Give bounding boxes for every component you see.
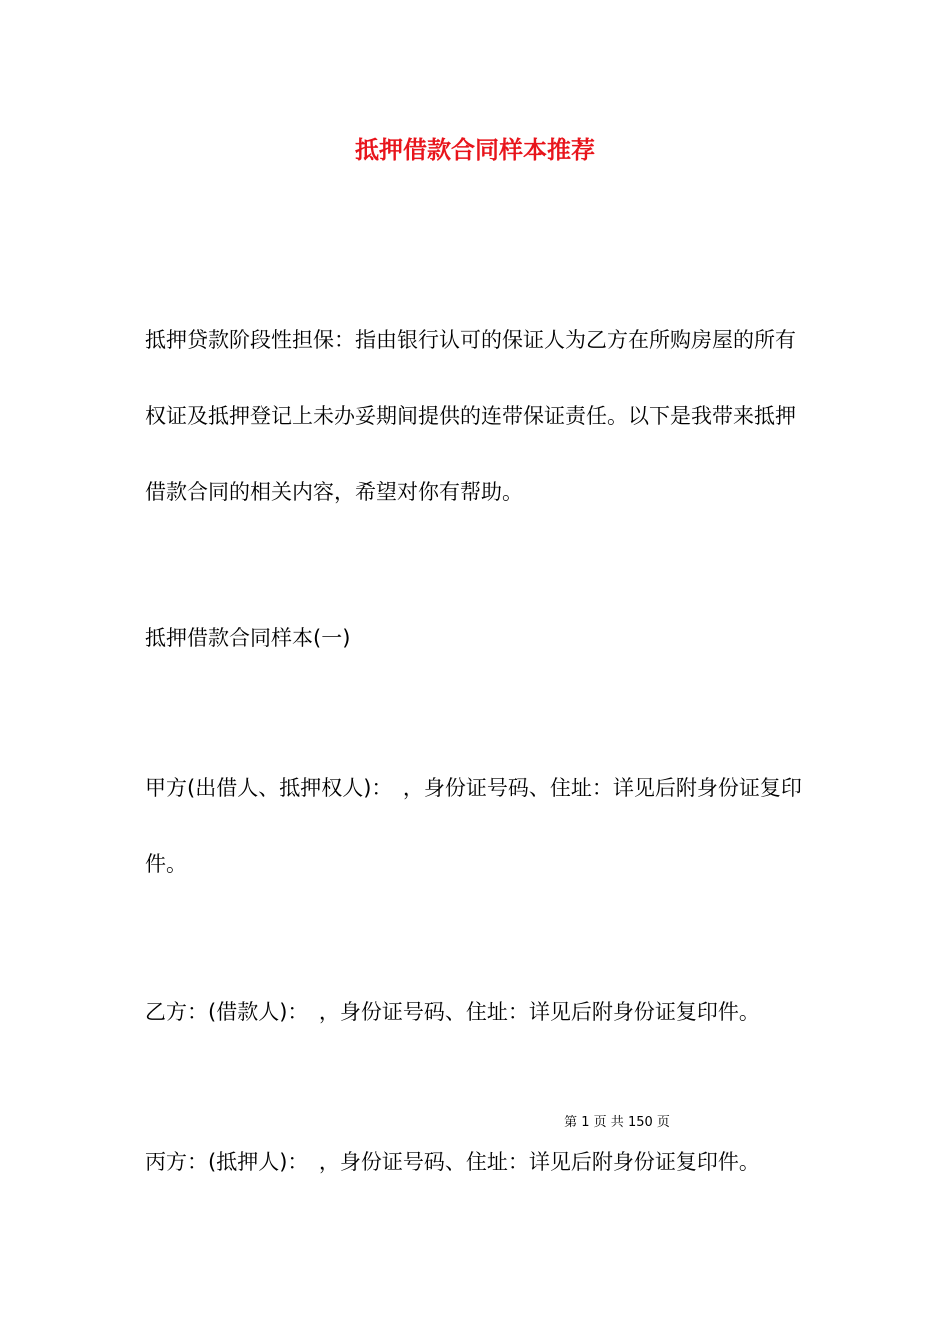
footer-suffix: 页 — [656, 1115, 670, 1130]
footer-middle: 页 共 — [593, 1115, 624, 1130]
sample-heading: 抵押借款合同样本(一) — [145, 626, 351, 650]
intro-paragraph: 抵押贷款阶段性担保：指由银行认可的保证人为乙方在所购房屋的所有权证及抵押登记上未办妥期间提供的连带保证责任。以下是我带来抵押借款合同的相关内容，希望对你有帮助。 — [145, 328, 796, 504]
footer-prefix: 第 — [564, 1115, 578, 1130]
party-b-paragraph: 乙方：(借款人)： ，身份证号码、住址：详见后附身份证复印件。 — [145, 1000, 760, 1024]
party-a-paragraph: 甲方(出借人、抵押权人)： ，身份证号码、住址：详见后附身份证复印件。 — [145, 776, 802, 876]
party-c-paragraph: 丙方：(抵押人)： ，身份证号码、住址：详见后附身份证复印件。 — [145, 1150, 760, 1174]
footer-current-page: 1 — [581, 1115, 590, 1130]
footer-total-pages: 150 — [627, 1115, 653, 1130]
document-title: 抵押借款合同样本推荐 — [355, 136, 595, 164]
